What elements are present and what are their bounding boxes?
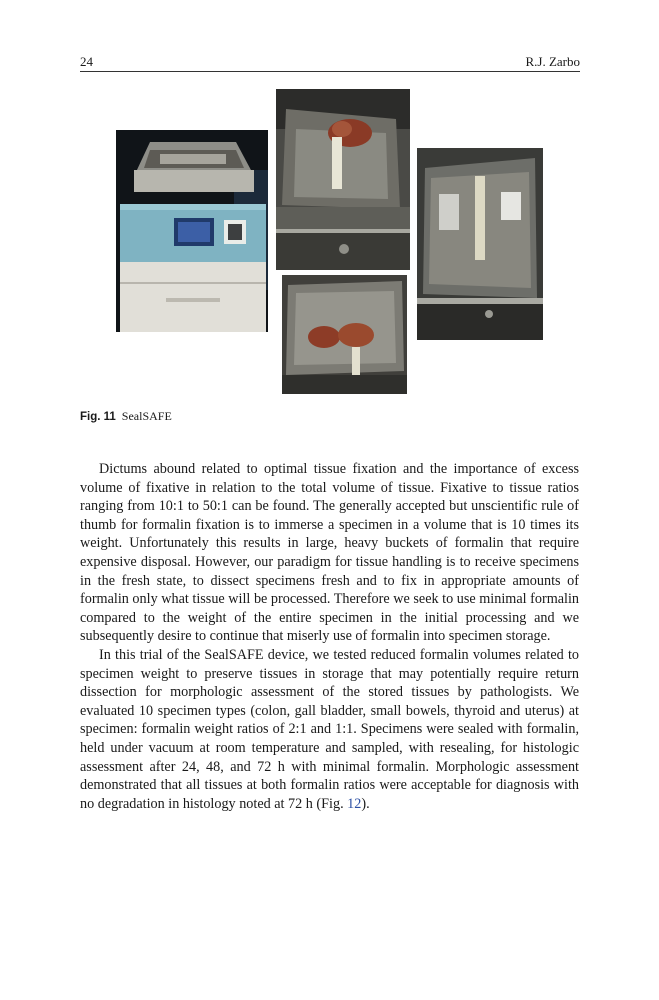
running-head	[80, 52, 580, 70]
sealsafe-machine-photo	[116, 130, 268, 332]
paragraph-2	[80, 646, 579, 813]
header-rule	[80, 71, 580, 72]
sealed-bag-photo-bottom	[282, 275, 407, 394]
sealed-bag-photo-top	[276, 89, 410, 270]
paragraph-1: Dictums abound related to optimal tissue fixation and the importance of excess volume of fixative in relation to the total volume of tissue. Fixative to tissue ratios ranging from 10:1 to 50:1 can be found. The generally accepted but unscientific rule of thumb for formalin fixation is to immerse a specimen in a volume that is 10 times its weight. Unfortunately this results in large, heavy buckets of formalin that require expensive disposal. However, our paradigm for tissue handling is to receive specimens in the fresh state, to dissect specimens fresh and to fix in appropriate amounts of formalin only what tissue will be processed. Therefore we seek to use minimal formalin compared to the weight of the entire specimen in the initial processing and we subsequently desire to continue that miserly use of formalin into specimen storage.	[80, 461, 579, 645]
sealed-bag-photo-side	[417, 148, 543, 340]
figure-label: Fig. 11	[80, 411, 116, 423]
figure-caption-text: SealSAFE	[121, 409, 172, 423]
body-text	[80, 460, 579, 813]
running-head-author: R.J. Zarbo	[525, 54, 580, 69]
paragraph-2-text: In this trial of the SealSAFE device, we tested reduced formalin volumes related to specimen weight to preserve tissues in storage that may potentially require return dissection for morphologic assessment of the stored tissues by pathologists. We evaluated 10 specimen types (colon, gall bladder, small bowels, thyroid and uterus) at specimen: formalin weight ratios of 2:1 and 1:1. Specimens were sealed with formalin, held under vacuum at room temperature and sampled, with resealing, for histologic assessment after 24, 48, and 72 h with minimal formalin. Morphologic assessment demonstrated that all tissues at both formalin ratios were acceptable for diagnosis with no degradation in histology noted at 72 h (Fig.	[80, 646, 579, 812]
figure-caption	[80, 409, 580, 424]
figure-12-link[interactable]: 12	[347, 795, 362, 812]
page-number: 24	[80, 54, 93, 69]
paragraph-2-end: ).	[361, 795, 370, 812]
